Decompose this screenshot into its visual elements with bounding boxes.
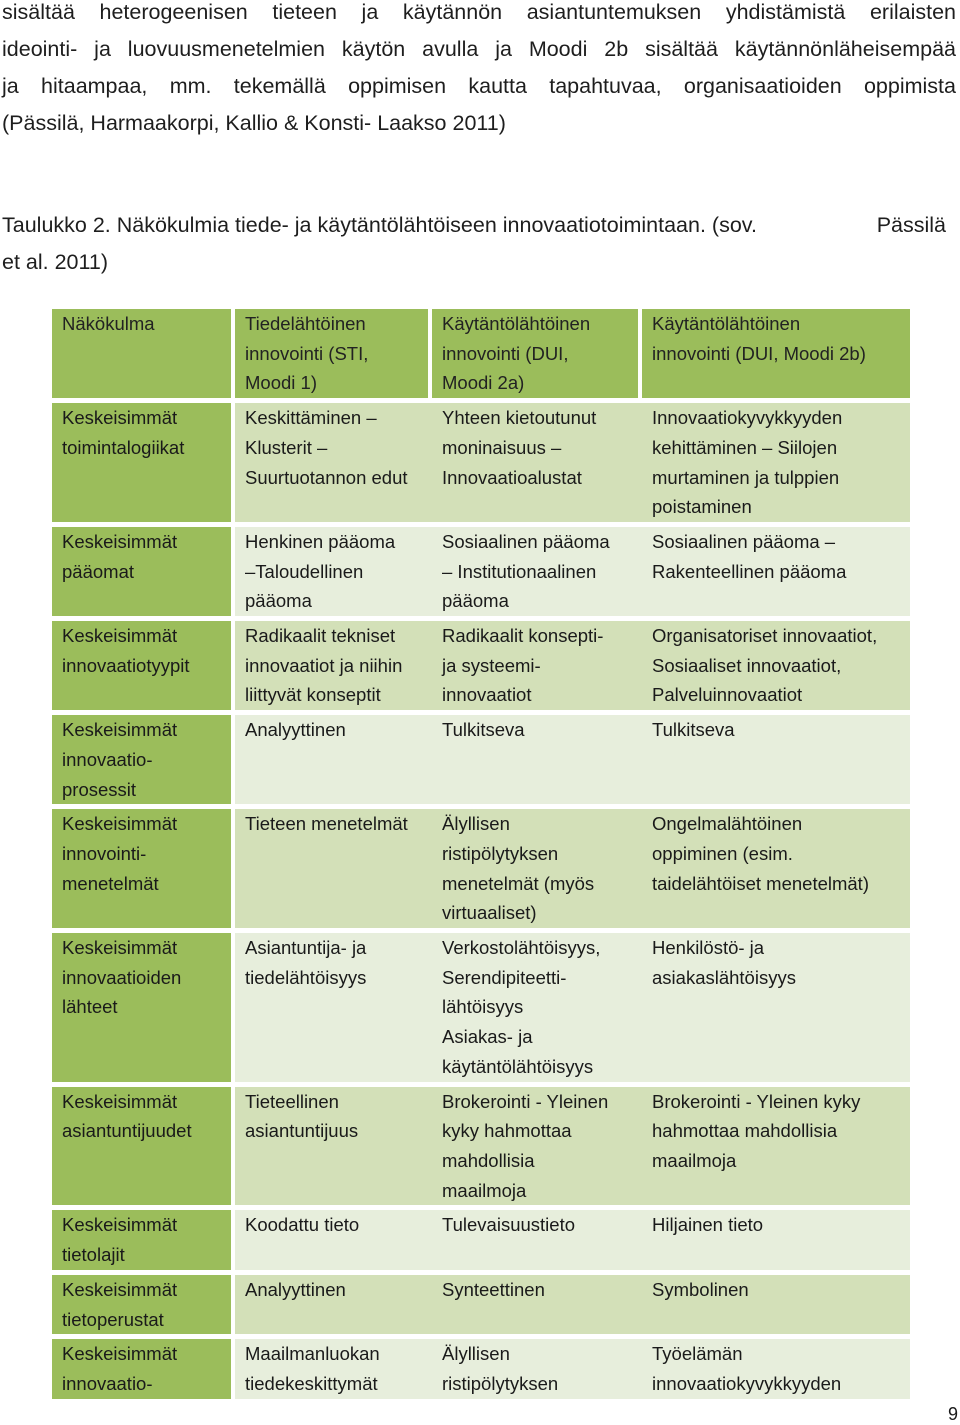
table-cell [235,1087,432,1206]
table-cell [642,621,910,710]
table-cell [432,809,642,928]
cell-text-line: innovaatio- [62,1372,153,1394]
cell-text-line: Keskeisimmät [62,1278,178,1300]
cell-text-line: Käytäntölähtöinen [652,313,801,334]
cell-text-line: asiakaslähtöisyys [652,966,796,988]
cell-text-line: Keskeisimmät [62,937,178,959]
cell-text-line: Keskittäminen – [245,407,377,429]
cell-text-line: Tieteen menetelmät [245,813,408,835]
table-row [52,1275,910,1334]
row-header-cell [52,1339,235,1398]
row-header-cell [52,1087,235,1206]
cell-text-line: innovaatiokyvykkyyden [652,1372,842,1394]
cell-text-line: Keskeisimmät [62,625,178,647]
table-cell [642,809,910,928]
cell-text-line: Rakenteellinen pääoma [652,560,847,582]
cell-text-line: innovaatioiden [62,966,182,988]
cell-text-line: Tulkitseva [442,719,525,741]
cell-text-line: moninaisuus – [442,436,562,458]
cell-text-line: Palveluinnovaatiot [652,684,803,706]
cell-text-line: Koodattu tieto [245,1214,360,1236]
table-cell [642,403,910,522]
table-cell [642,1339,910,1398]
table-caption [2,207,946,281]
row-header-cell [52,933,235,1082]
row-header-cell [52,527,235,616]
cell-text-line: maailmoja [442,1179,527,1201]
cell-text-line: Symbolinen [652,1278,749,1300]
cell-text-line: Asiakas- ja [442,1026,533,1048]
cell-text-line: Henkinen pääoma [245,530,396,552]
cell-text-line: tietoperustat [62,1308,164,1330]
table-cell [642,1087,910,1206]
table-cell [235,1275,432,1334]
cell-text-line: Sosiaalinen pääoma [442,530,610,552]
perspectives-table [52,304,910,1404]
cell-text-line: innovointi- [62,842,147,864]
cell-text-line: Radikaalit konsepti- [442,625,604,647]
cell-text-line: Asiantuntija- ja [245,937,367,959]
cell-text-line: poistaminen [652,496,752,518]
table-cell [642,933,910,1082]
cell-text-line: Älyllisen [442,1343,510,1365]
cell-text-line: Synteettinen [442,1278,545,1300]
cell-text-line: Näkökulma [62,313,155,334]
table-cell [235,933,432,1082]
row-header-cell [52,621,235,710]
row-header-cell [52,1210,235,1269]
cell-text-line: ja systeemi- [442,654,541,676]
table-cell [235,1339,432,1398]
cell-text-line: kehittäminen – Siilojen [652,436,838,458]
cell-text-line: tietolajit [62,1244,125,1266]
table-row [52,933,910,1082]
table-cell [432,933,642,1082]
cell-text-line: toimintalogiikat [62,436,185,458]
cell-text-line: Tulevaisuustieto [442,1214,575,1236]
cell-text-line: Serendipiteetti- [442,966,567,988]
table-cell [642,527,910,616]
cell-text-line: virtuaaliset) [442,902,537,924]
cell-text-line: menetelmät (myös [442,872,595,894]
row-header-cell [52,309,235,398]
row-header-cell [52,1275,235,1334]
cell-text-line: Työelämän [652,1343,743,1365]
cell-text-line: mahdollisia [442,1149,535,1171]
cell-text-line: Keskeisimmät [62,407,178,429]
caption-author: Pässilä [876,213,946,237]
cell-text-line: asiantuntijuus [245,1120,359,1142]
cell-text-line: Maailmanluokan [245,1343,380,1365]
table-cell [642,309,910,398]
caption-line-2: et al. 2011) [2,250,108,274]
table-cell [432,527,642,616]
cell-text-line: – Institutionaalinen [442,560,597,582]
cell-text-line: pääomat [62,560,134,582]
cell-text-line: Moodi 2a) [442,372,525,394]
caption-line-1 [2,207,946,244]
cell-text-line: Suurtuotannon edut [245,466,408,488]
cell-text-line: prosessit [62,778,137,800]
cell-text-line: innovaatiot [442,684,532,706]
cell-text-line: Keskeisimmät [62,1343,178,1365]
table-cell [235,715,432,804]
table-row [52,809,910,928]
paragraph-line: sisältää heterogeenisen tieteen ja käytännön asiantuntemuksen yhdistämistä erilaisten [2,0,956,24]
cell-text-line: Innovaatioalustat [442,466,582,488]
cell-text-line: kyky hahmottaa [442,1120,572,1142]
table-cell [235,527,432,616]
table-row [52,1087,910,1206]
cell-text-line: pääoma [245,590,312,612]
row-header-cell [52,809,235,928]
table-cell [432,621,642,710]
table-cell [432,309,642,398]
table-cell [432,715,642,804]
row-header-cell [52,403,235,522]
cell-text-line: taidelähtöiset menetelmät) [652,872,869,894]
table-cell [235,621,432,710]
cell-text-line: Organisatoriset innovaatiot, [652,625,878,647]
cell-text-line: Keskeisimmät [62,1214,178,1236]
cell-text-line: Radikaalit tekniset [245,625,396,647]
page-number: 9 [947,1404,958,1424]
table-cell [642,1275,910,1334]
cell-text-line: Yhteen kietoutunut [442,407,597,429]
body-paragraph [2,0,956,142]
cell-text-line: Keskeisimmät [62,813,178,835]
paragraph-line: (Pässilä, Harmaakorpi, Kallio & Konsti- Laakso 2011) [2,111,506,135]
cell-text-line: Innovaatiokyvykkyyden [652,407,843,429]
table-row [52,715,910,804]
cell-text-line: Klusterit – [245,436,328,458]
table-cell [642,1210,910,1269]
table-row [52,1339,910,1398]
cell-text-line: Älyllisen [442,813,510,835]
cell-text-line: innovaatio- [62,748,153,770]
paragraph-line: ja hitaampaa, mm. tekemällä oppimisen kautta tapahtuvaa, organisaatioiden oppimista [2,74,956,98]
cell-text-line: oppiminen (esim. [652,842,793,864]
cell-text-line: –Taloudellinen [245,560,364,582]
table-row [52,403,910,522]
table-header-row [52,309,910,398]
cell-text-line: lähteet [62,996,118,1018]
cell-text-line: Tulkitseva [652,719,735,741]
table-cell [432,403,642,522]
cell-text-line: asiantuntijuudet [62,1120,192,1142]
cell-text-line: innovaatiot ja niihin [245,654,403,676]
cell-text-line: murtaminen ja tulppien [652,466,840,488]
row-header-cell [52,715,235,804]
cell-text-line: ristipölytyksen [442,1372,559,1394]
cell-text-line: Tiedelähtöinen [245,313,366,334]
cell-text-line: tiedekeskittymät [245,1372,378,1394]
cell-text-line: Hiljainen tieto [652,1214,764,1236]
table-cell [235,403,432,522]
cell-text-line: menetelmät [62,872,159,894]
table-cell [235,309,432,398]
table-cell [432,1087,642,1206]
cell-text-line: Brokerointi - Yleinen kyky [652,1090,861,1112]
cell-text-line: Verkostolähtöisyys, [442,937,601,959]
cell-text-line: liittyvät konseptit [245,684,381,706]
cell-text-line: Sosiaalinen pääoma – [652,530,836,552]
cell-text-line: innovaatiotyypit [62,654,190,676]
paragraph-line: ideointi- ja luovuusmenetelmien käytön avulla ja Moodi 2b sisältää käytännönläheisempää [2,37,956,61]
table-cell [432,1339,642,1398]
cell-text-line: innovointi (DUI, Moodi 2b) [652,342,866,364]
cell-text-line: Ongelmalähtöinen [652,813,803,835]
cell-text-line: Keskeisimmät [62,719,178,741]
cell-text-line: ristipölytyksen [442,842,559,864]
table-cell [235,1210,432,1269]
cell-text-line: Sosiaaliset innovaatiot, [652,654,842,676]
cell-text-line: Käytäntölähtöinen [442,313,591,334]
cell-text-line: innovointi (DUI, [442,342,569,364]
cell-text-line: Keskeisimmät [62,1090,178,1112]
cell-text-line: maailmoja [652,1149,737,1171]
cell-text-line: Analyyttinen [245,1278,346,1300]
cell-text-line: Analyyttinen [245,719,346,741]
cell-text-line: Brokerointi - Yleinen [442,1090,609,1112]
cell-text-line: Moodi 1) [245,372,317,394]
table-cell [432,1275,642,1334]
cell-text-line: Tieteellinen [245,1090,339,1112]
cell-text-line: Keskeisimmät [62,530,178,552]
cell-text-line: käytäntölähtöisyys [442,1055,594,1077]
table-row [52,621,910,710]
cell-text-line: lähtöisyys [442,996,524,1018]
caption-title: Taulukko 2. Näkökulmia tiede- ja käytäntölähtöiseen innovaatiotoimintaan. (sov. [2,213,757,237]
table-cell [642,715,910,804]
table-row [52,1210,910,1269]
table-row [52,527,910,616]
cell-text-line: tiedelähtöisyys [245,966,367,988]
table-cell [235,809,432,928]
cell-text-line: innovointi (STI, [245,342,369,364]
table-cell [432,1210,642,1269]
cell-text-line: Henkilöstö- ja [652,937,765,959]
cell-text-line: pääoma [442,590,509,612]
cell-text-line: hahmottaa mahdollisia [652,1120,838,1142]
